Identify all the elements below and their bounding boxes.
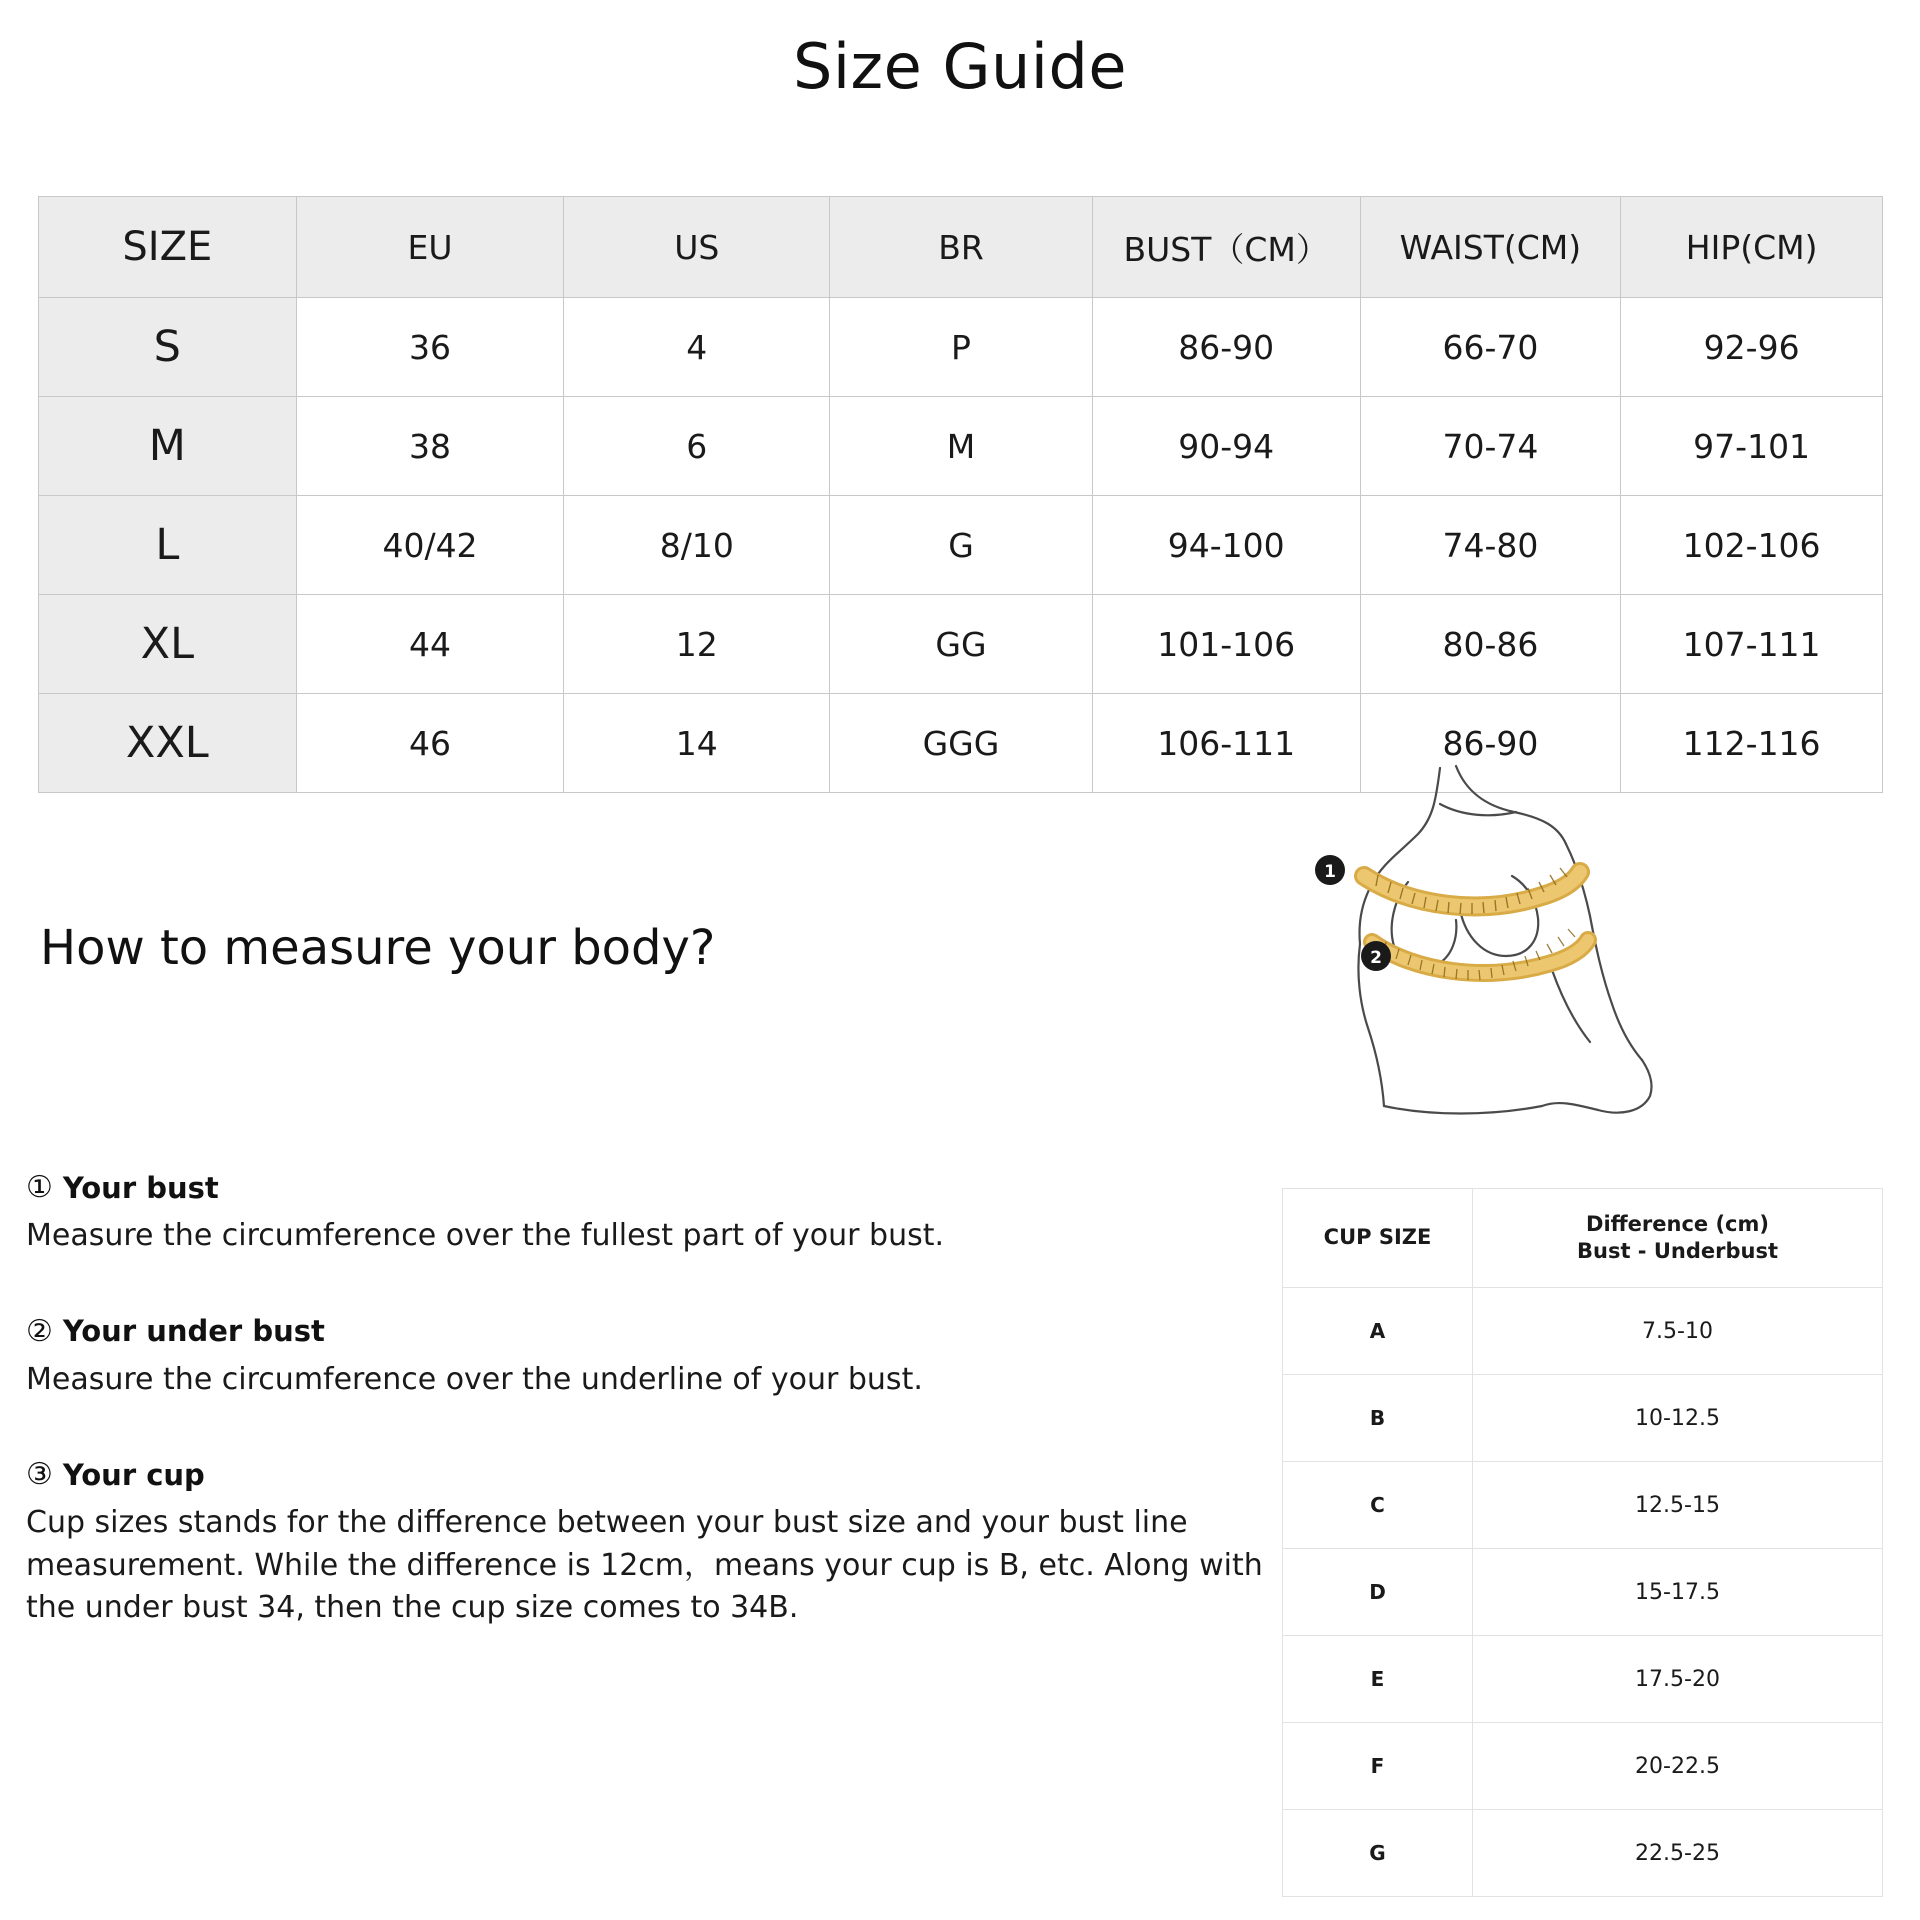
- instruction-bust-body: Measure the circumference over the fullest part of your bust.: [26, 1218, 945, 1253]
- marker-two: [1361, 941, 1391, 971]
- cell-us: 14: [564, 694, 830, 793]
- page-title: Size Guide: [792, 30, 1128, 103]
- cell-bust: 94-100: [1092, 496, 1360, 595]
- cup-cell-diff: 7.5-10: [1473, 1288, 1883, 1375]
- cup-cell-diff: 20-22.5: [1473, 1723, 1883, 1810]
- measure-instructions: [26, 1170, 1296, 1686]
- instruction-cup: [26, 1457, 1296, 1630]
- cell-eu: 46: [296, 694, 564, 793]
- cell-waist: 66-70: [1360, 298, 1621, 397]
- body-measurement-illustration: [1290, 760, 1690, 1170]
- table-row: [39, 496, 1883, 595]
- instruction-bust-title: [26, 1170, 1296, 1205]
- size-table-container: [38, 196, 1883, 793]
- column-header-waist: WAIST(CM): [1360, 197, 1621, 298]
- cup-table-row: [1283, 1549, 1883, 1636]
- cell-eu: 44: [296, 595, 564, 694]
- size-table: [38, 196, 1883, 793]
- cup-size-table: [1282, 1188, 1883, 1897]
- cup-cell-size: E: [1283, 1636, 1473, 1723]
- cell-us: 6: [564, 397, 830, 496]
- instruction-underbust-label: Your under bust: [62, 1314, 325, 1349]
- instruction-cup-body: Cup sizes stands for the difference between your bust size and your bust line measurement. While the difference is 12cm，means your cup is B, etc. Along with the under bust 34, then the cup size comes to 34B.: [26, 1505, 1263, 1626]
- cup-cell-diff: 22.5-25: [1473, 1810, 1883, 1897]
- cell-bust: 90-94: [1092, 397, 1360, 496]
- cell-size: S: [39, 298, 297, 397]
- svg-text:2: 2: [1370, 948, 1382, 968]
- how-to-measure-heading: How to measure your body?: [40, 920, 716, 976]
- table-header-row: [39, 197, 1883, 298]
- cell-hip: 92-96: [1621, 298, 1883, 397]
- cell-hip: 102-106: [1621, 496, 1883, 595]
- cup-table-row: [1283, 1723, 1883, 1810]
- cup-table-row: [1283, 1636, 1883, 1723]
- cup-cell-diff: 17.5-20: [1473, 1636, 1883, 1723]
- cup-table-header-row: [1283, 1189, 1883, 1288]
- cell-bust: 86-90: [1092, 298, 1360, 397]
- cell-size: XL: [39, 595, 297, 694]
- svg-text:1: 1: [1324, 862, 1336, 882]
- cup-cell-size: F: [1283, 1723, 1473, 1810]
- table-row: [39, 595, 1883, 694]
- cell-size: XXL: [39, 694, 297, 793]
- cell-br: P: [830, 298, 1093, 397]
- cup-header-line2: Bust - Underbust: [1577, 1239, 1778, 1263]
- cell-br: GG: [830, 595, 1093, 694]
- table-row: [39, 397, 1883, 496]
- column-header-hip: HIP(CM): [1621, 197, 1883, 298]
- cell-size: L: [39, 496, 297, 595]
- cup-table-row: [1283, 1462, 1883, 1549]
- cell-us: 8/10: [564, 496, 830, 595]
- cup-cell-size: A: [1283, 1288, 1473, 1375]
- cell-waist: 74-80: [1360, 496, 1621, 595]
- instruction-bust: [26, 1170, 1296, 1258]
- instruction-underbust-body: Measure the circumference over the underline of your bust.: [26, 1361, 923, 1397]
- column-header-size: SIZE: [39, 197, 297, 298]
- cell-hip: 112-116: [1621, 694, 1883, 793]
- cell-eu: 40/42: [296, 496, 564, 595]
- cell-waist: 70-74: [1360, 397, 1621, 496]
- cup-table-row: [1283, 1288, 1883, 1375]
- instruction-underbust-number: ②: [26, 1313, 53, 1349]
- instruction-bust-number: ①: [26, 1170, 53, 1205]
- instruction-underbust-title: [26, 1314, 1296, 1349]
- cell-us: 4: [564, 298, 830, 397]
- instruction-cup-number: ③: [26, 1457, 53, 1493]
- cell-waist: 80-86: [1360, 595, 1621, 694]
- column-header-eu: EU: [296, 197, 564, 298]
- instruction-cup-title: [26, 1457, 1296, 1492]
- cup-cell-size: C: [1283, 1462, 1473, 1549]
- cell-eu: 36: [296, 298, 564, 397]
- instruction-cup-label: Your cup: [62, 1457, 205, 1492]
- cup-table-row: [1283, 1375, 1883, 1462]
- column-header-us: US: [564, 197, 830, 298]
- cup-header-line1: Difference (cm): [1586, 1211, 1769, 1236]
- cup-cell-size: D: [1283, 1549, 1473, 1636]
- cell-size: M: [39, 397, 297, 496]
- cup-column-header-cup: CUP SIZE: [1283, 1189, 1473, 1288]
- cell-bust: 101-106: [1092, 595, 1360, 694]
- column-header-br: BR: [830, 197, 1093, 298]
- cup-table-row: [1283, 1810, 1883, 1897]
- cup-cell-size: G: [1283, 1810, 1473, 1897]
- cup-cell-diff: 15-17.5: [1473, 1549, 1883, 1636]
- cell-eu: 38: [296, 397, 564, 496]
- cell-hip: 97-101: [1621, 397, 1883, 496]
- cell-bust: 106-111: [1092, 694, 1360, 793]
- marker-one: [1315, 855, 1345, 885]
- cup-column-header-difference: [1473, 1189, 1883, 1288]
- cell-br: GGG: [830, 694, 1093, 793]
- cup-size-table-container: [1282, 1188, 1882, 1897]
- cell-us: 12: [564, 595, 830, 694]
- instruction-bust-label: Your bust: [62, 1170, 219, 1205]
- cell-hip: 107-111: [1621, 595, 1883, 694]
- cell-waist: 86-90: [1360, 694, 1621, 793]
- column-header-bust: BUST（CM）: [1092, 197, 1360, 298]
- cup-cell-diff: 12.5-15: [1473, 1462, 1883, 1549]
- cup-cell-diff: 10-12.5: [1473, 1375, 1883, 1462]
- instruction-underbust: [26, 1314, 1296, 1402]
- cell-br: M: [830, 397, 1093, 496]
- table-row: [39, 298, 1883, 397]
- cell-br: G: [830, 496, 1093, 595]
- cup-cell-size: B: [1283, 1375, 1473, 1462]
